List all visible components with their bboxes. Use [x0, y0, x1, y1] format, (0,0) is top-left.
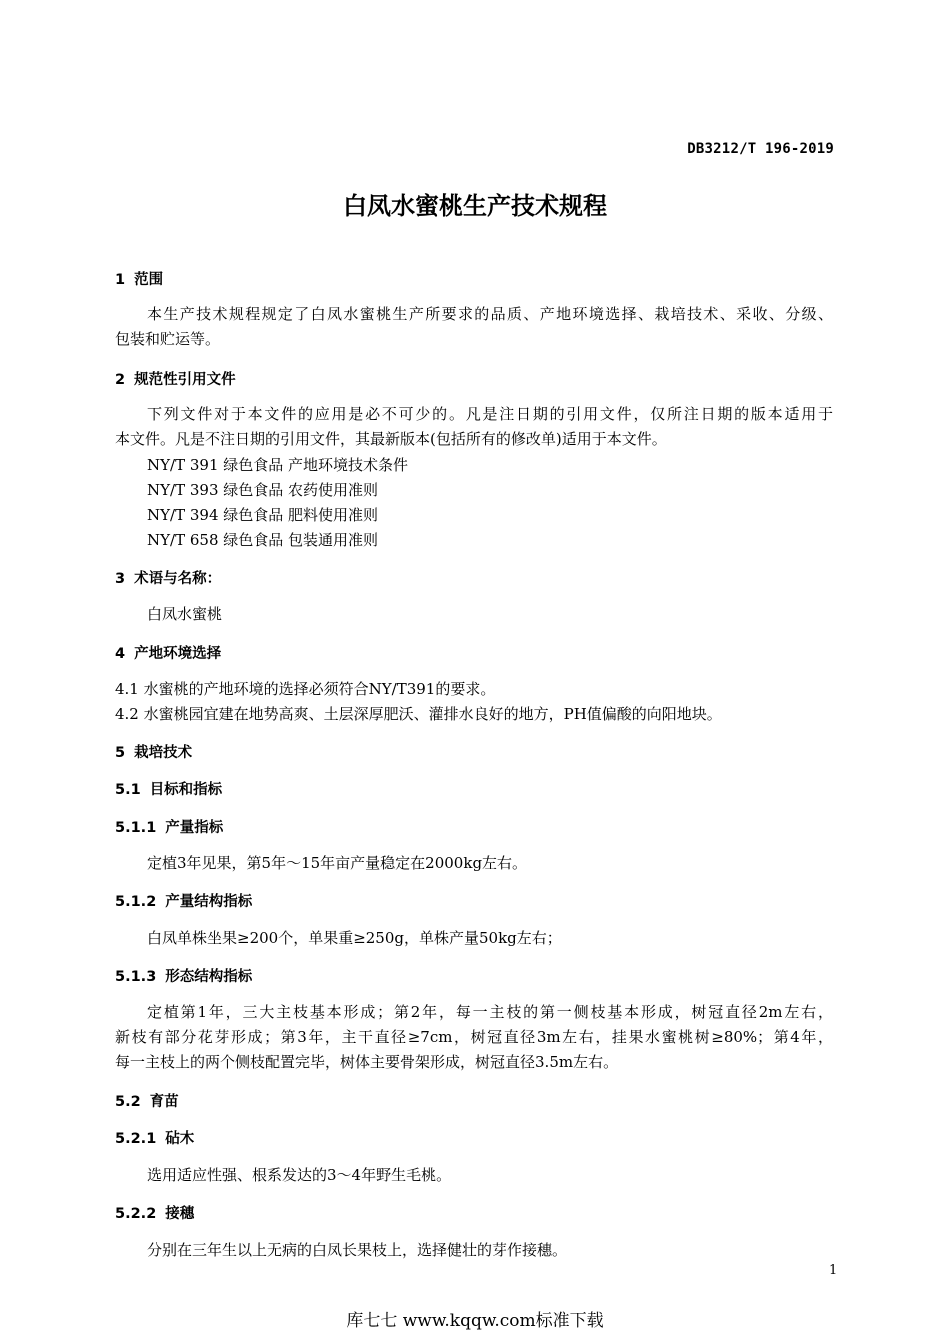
section-number: 5.1.2 [115, 894, 157, 910]
section-title: 产量结构指标 [165, 894, 253, 910]
page-number: 1 [829, 1263, 838, 1278]
reference-item: NY/T 393 绿色食品 农药使用准则 [147, 481, 379, 499]
clause-4-2: 4.2 水蜜桃园宜建在地势高爽、土层深厚肥沃、灌排水良好的地方，PH值偏酸的向阳地块。 [115, 705, 722, 723]
section-number: 5.1.1 [115, 820, 157, 836]
section-title: 育苗 [149, 1094, 179, 1110]
section-number: 5.1.3 [115, 969, 157, 985]
section-title: 产地环境选择 [134, 646, 222, 662]
reference-item: NY/T 391 绿色食品 产地环境技术条件 [147, 456, 409, 474]
section-5-1-1-text: 定植3年见果，第5年～15年亩产量稳定在2000kg左右。 [147, 854, 528, 872]
section-5-1-3-line: 每一主枝上的两个侧枝配置完毕，树体主要骨架形成，树冠直径3.5m左右。 [115, 1053, 619, 1071]
section-5-1-3-heading [115, 965, 252, 986]
section-number: 2 [115, 372, 126, 388]
footer-watermark: 库七七 www.kqqw.com标准下载 [346, 1311, 604, 1331]
section-5-2-1-heading [115, 1127, 194, 1148]
term-item: 白凤水蜜桃 [147, 605, 223, 623]
standard-number: DB3212/T 196-2019 [687, 141, 834, 157]
section-number: 5.2.1 [115, 1131, 157, 1147]
section-5-2-heading [115, 1090, 179, 1111]
clause-4-1: 4.1 水蜜桃的产地环境的选择必须符合NY/T391的要求。 [115, 680, 496, 698]
section-title: 砧木 [165, 1131, 195, 1147]
section-2-paragraph-line: 下列文件对于本文件的应用是必不可少的。凡是注日期的引用文件，仅所注日期的版本适用于 [147, 405, 833, 423]
section-5-2-1-text: 选用适应性强、根系发达的3～4年野生毛桃。 [147, 1166, 452, 1184]
section-title: 规范性引用文件 [134, 372, 236, 388]
section-1-paragraph-line: 本生产技术规程规定了白凤水蜜桃生产所要求的品质、产地环境选择、栽培技术、采收、分级、 [147, 305, 833, 323]
section-5-1-3-line: 新枝有部分花芽形成；第3年，主干直径≥7cm，树冠直径3m左右，挂果水蜜桃树≥80%；第4年， [115, 1028, 833, 1046]
section-title: 形态结构指标 [165, 969, 253, 985]
section-number: 3 [115, 571, 126, 587]
section-title: 栽培技术 [134, 745, 193, 761]
section-number: 5.2 [115, 1094, 141, 1110]
section-title: 术语与名称： [134, 571, 222, 587]
section-number: 5.1 [115, 782, 141, 798]
section-5-2-2-heading [115, 1202, 194, 1223]
section-4-heading [115, 642, 221, 663]
section-number: 4 [115, 646, 126, 662]
section-5-1-2-text: 白凤单株坐果≥200个，单果重≥250g，单株产量50kg左右； [147, 929, 562, 947]
section-title: 产量指标 [165, 820, 224, 836]
section-5-1-heading [115, 778, 222, 799]
section-number: 1 [115, 272, 126, 288]
section-2-paragraph-line: 本文件。凡是不注日期的引用文件，其最新版本(包括所有的修改单)适用于本文件。 [115, 430, 667, 448]
section-5-heading [115, 741, 192, 762]
section-5-1-3-line: 定植第1年，三大主枝基本形成；第2年，每一主枝的第一侧枝基本形成，树冠直径2m左右， [147, 1003, 833, 1021]
section-title: 范围 [134, 272, 164, 288]
section-1-paragraph-line: 包装和贮运等。 [115, 330, 221, 348]
reference-item: NY/T 394 绿色食品 肥料使用准则 [147, 506, 379, 524]
section-title: 接穗 [165, 1206, 195, 1222]
section-5-2-2-text: 分别在三年生以上无病的白凤长果枝上，选择健壮的芽作接穗。 [147, 1241, 568, 1259]
section-3-heading [115, 567, 221, 588]
reference-item: NY/T 658 绿色食品 包装通用准则 [147, 531, 379, 549]
section-1-heading [115, 268, 163, 289]
section-title: 目标和指标 [149, 782, 223, 798]
document-title: 白凤水蜜桃生产技术规程 [343, 192, 607, 220]
section-number: 5.2.2 [115, 1206, 157, 1222]
section-5-1-1-heading [115, 816, 223, 837]
section-2-heading [115, 368, 236, 389]
section-number: 5 [115, 745, 126, 761]
section-5-1-2-heading [115, 890, 252, 911]
